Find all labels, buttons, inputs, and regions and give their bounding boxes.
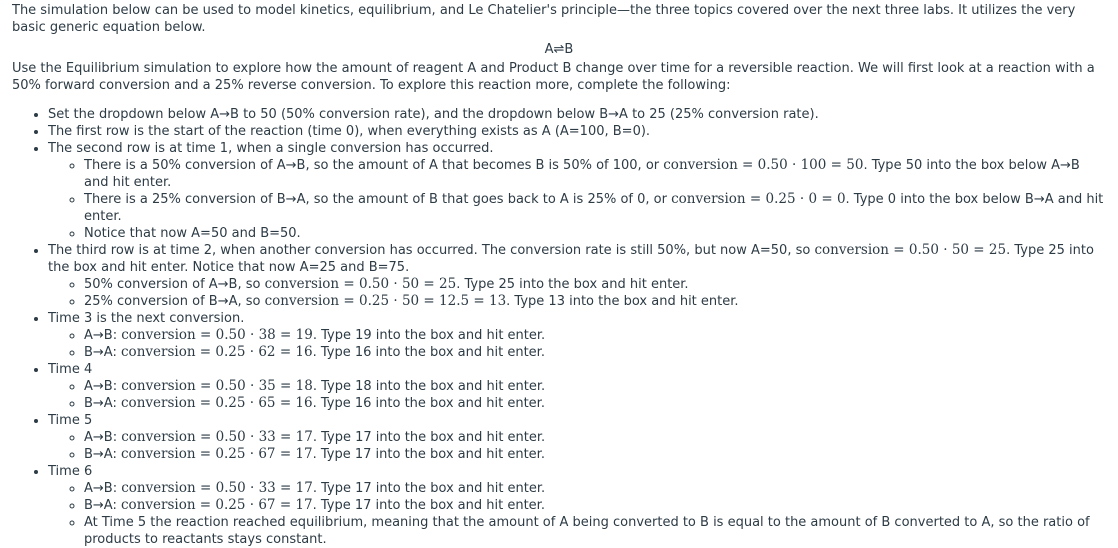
sub-list-item [84,395,1106,412]
list-item [48,463,1106,548]
sub-list [48,327,1106,361]
reaction-equation: A⇌B [544,42,574,57]
sub-text: 25% conversion of B→A, so [84,294,265,309]
sub-text: A→B: [84,328,122,343]
sub-text: . Type 16 into the box and hit enter. [312,396,545,411]
math-expression: conversion = 0.25 · 67 = 17 [121,497,313,513]
sub-list [48,276,1106,310]
sub-text: B→A: [84,396,121,411]
sub-text: . Type 13 into the box and hit enter. [506,294,739,309]
sub-text: B→A: [84,498,121,513]
sub-list-item [84,480,1106,497]
list-item [48,242,1106,310]
step-text: Time 4 [48,362,93,377]
sub-list-item [84,191,1106,225]
sub-list-item [84,446,1106,463]
sub-text: . Type 18 into the box and hit enter. [312,379,546,394]
step-text: The second row is at time 1, when a single conversion has occurred. [48,141,494,156]
sub-text: B→A: [84,345,121,360]
list-item [48,140,1106,242]
sub-text: There is a 50% conversion of A→B, so the amount of A that becomes B is 50% of 100, or [84,158,664,173]
math-expression: conversion = 0.50 · 50 = 25 [814,242,1007,258]
list-item [48,123,1106,140]
sub-text: There is a 25% conversion of B→A, so the amount of B that goes back to A is 25% of 0, or [84,192,672,207]
math-expression: conversion = 0.25 · 65 = 16 [121,395,313,411]
math-expression: conversion = 0.50 · 35 = 18 [121,378,313,394]
sub-text: A→B: [84,430,122,445]
sub-list-item [84,327,1106,344]
step-text: The third row is at time 2, when another conversion has occurred. The conversion rate is still 50%, but now A=50, so [48,243,815,258]
step-text: Time 5 [48,413,93,428]
list-item [48,412,1106,463]
sub-text: A→B: [84,481,122,496]
sub-list-item [84,378,1106,395]
sub-list-item [84,276,1106,293]
step-text: Set the dropdown below A→B to 50 (50% conversion rate), and the dropdown below B→A to 25 (25% conversion rate). [48,107,819,122]
intro-paragraph: The simulation below can be used to model kinetics, equilibrium, and Le Chatelier's principle—the three topics covered over the next three labs. It utilizes the very basic generic equation below. [12,3,1076,35]
math-expression: conversion = 0.25 · 0 = 0 [671,191,846,207]
sub-list-item [84,429,1106,446]
list-item [48,361,1106,412]
steps-list [12,106,1106,548]
sub-list-item [84,157,1106,191]
sub-text: . Type 17 into the box and hit enter. [312,481,546,496]
sub-text: . Type 50 into the box below A→B and hit enter. [84,158,1080,190]
sub-text: At Time 5 the reaction reached equilibrium, meaning that the amount of A being converted to B is equal to the amount of B converted to A, so the ratio of products to reactants stays constant. [84,515,1090,547]
sub-text: . Type 16 into the box and hit enter. [312,345,545,360]
math-expression: conversion = 0.50 · 50 = 25 [264,276,457,292]
sub-list [48,378,1106,412]
step-text: Time 6 [48,464,93,479]
sub-list [48,429,1106,463]
sub-text: A→B: [84,379,122,394]
step-text: The first row is the start of the reaction (time 0), when everything exists as A (A=100, B=0). [48,124,651,139]
sub-text: Notice that now A=50 and B=50. [84,226,301,241]
sub-text: B→A: [84,447,121,462]
step-text: . Type 25 into the box and hit enter. Notice that now A=25 and B=75. [48,243,1094,275]
sub-text: . Type 17 into the box and hit enter. [312,447,545,462]
sub-list-item [84,497,1106,514]
sub-text: . Type 19 into the box and hit enter. [312,328,546,343]
sub-list-item [84,514,1106,548]
math-expression: conversion = 0.50 · 33 = 17 [121,480,313,496]
math-expression: conversion = 0.50 · 100 = 50 [663,157,864,173]
list-item [48,310,1106,361]
math-expression: conversion = 0.25 · 62 = 16 [121,344,313,360]
sub-text: . Type 25 into the box and hit enter. [456,277,689,292]
list-item [48,106,1106,123]
math-expression: conversion = 0.25 · 67 = 17 [121,446,313,462]
math-expression: conversion = 0.50 · 38 = 19 [121,327,313,343]
step-text: Time 3 is the next conversion. [48,311,245,326]
sub-text: . Type 0 into the box below B→A and hit enter. [84,192,1104,224]
math-expression: conversion = 0.50 · 33 = 17 [121,429,313,445]
math-expression: conversion = 0.25 · 50 = 12.5 = 13 [264,293,507,309]
sub-text: . Type 17 into the box and hit enter. [312,430,546,445]
sub-text: 50% conversion of A→B, so [84,277,265,292]
instructions-paragraph: Use the Equilibrium simulation to explore how the amount of reagent A and Product B change over time for a reversible reaction. We will first look at a reaction with a 50% forward conversion and a 25% reverse conversion. To explore this reaction more, complete the following: [12,61,1095,93]
sub-list-item [84,293,1106,310]
sub-list [48,480,1106,548]
sub-text: . Type 17 into the box and hit enter. [312,498,545,513]
sub-list [48,157,1106,242]
sub-list-item [84,225,1106,242]
sub-list-item [84,344,1106,361]
